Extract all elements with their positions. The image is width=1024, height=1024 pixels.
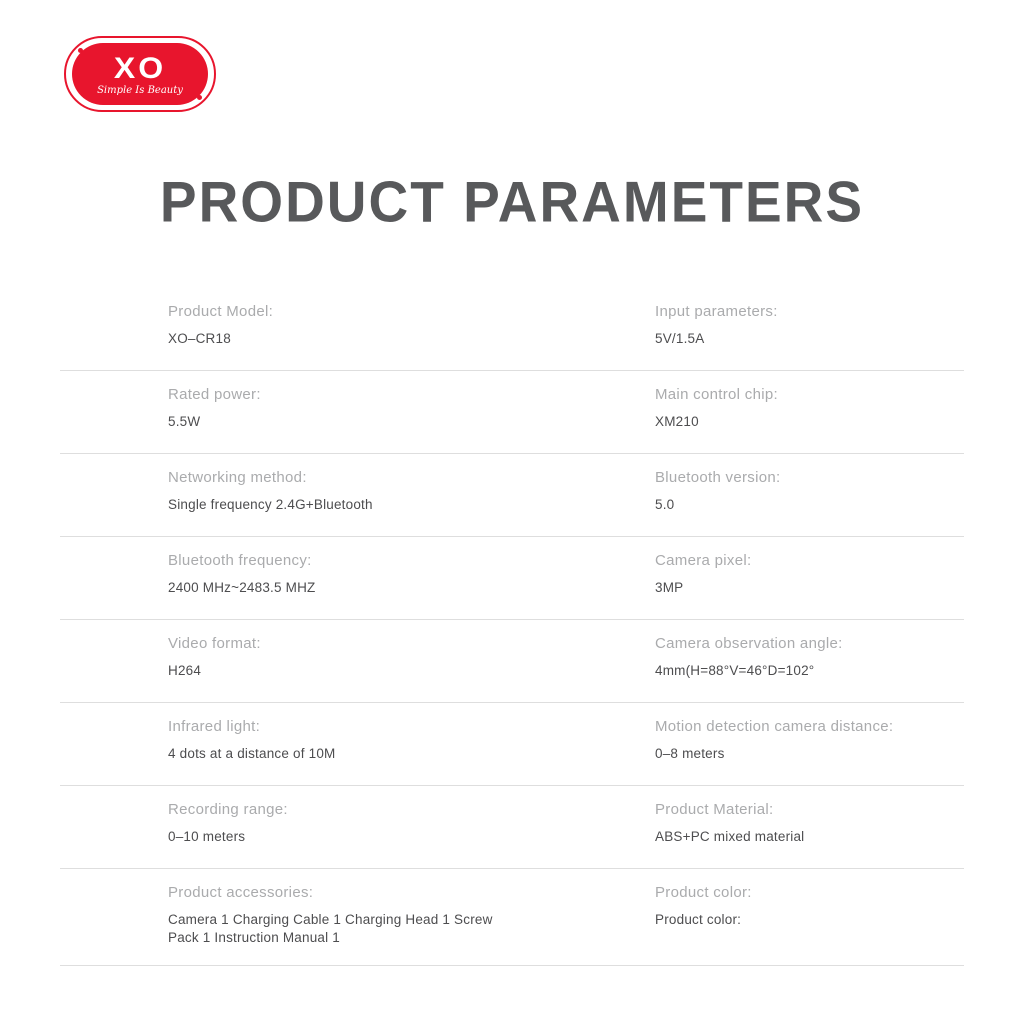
parameter-row [60,288,964,371]
parameter-cell-right [655,552,964,601]
parameter-label: Bluetooth version: [655,469,781,486]
parameter-label: Product color: [655,884,752,901]
parameter-label: Bluetooth frequency: [168,552,312,569]
parameter-value: 4mm(H=88°V=46°D=102° [655,663,815,678]
parameter-label: Product accessories: [168,884,314,901]
parameter-label: Input parameters: [655,303,778,320]
page-title: PRODUCT PARAMETERS [159,169,865,235]
parameter-row [60,537,964,620]
parameter-cell-right [655,801,964,850]
parameter-cell-right [655,635,964,684]
parameter-value: XM210 [655,414,699,429]
parameter-label: Recording range: [168,801,288,818]
parameter-cell-right [655,469,964,518]
parameter-cell-right [655,884,964,947]
logo-tagline-text: Simple Is Beauty [97,85,183,96]
parameter-label: Camera pixel: [655,552,752,569]
parameter-cell-left [60,884,655,947]
logo-brand-text: XO [113,51,167,85]
parameter-value: 3MP [655,580,684,595]
parameter-value: Camera 1 Charging Cable 1 Charging Head 1 Screw Pack 1 Instruction Manual 1 [168,912,493,946]
parameter-cell-left [60,801,655,850]
parameter-cell-left [60,718,655,767]
parameter-label: Main control chip: [655,386,778,403]
parameter-value: 0–10 meters [168,829,246,844]
xo-brand-logo [64,36,216,112]
parameter-value: 2400 MHz~2483.5 MHZ [168,580,316,595]
parameter-label: Product Model: [168,303,274,320]
parameter-value: 4 dots at a distance of 10M [168,746,336,761]
parameter-row [60,454,964,537]
parameter-cell-left [60,469,655,518]
parameter-label: Networking method: [168,469,307,486]
parameter-value: 5.0 [655,497,675,512]
parameter-label: Infrared light: [168,718,261,735]
parameter-cell-right [655,718,964,767]
parameter-cell-left [60,303,655,352]
parameters-table [60,288,964,966]
parameter-label: Product Material: [655,801,774,818]
parameter-row [60,703,964,786]
parameter-row [60,371,964,454]
parameter-value: Single frequency 2.4G+Bluetooth [168,497,373,512]
parameter-label: Video format: [168,635,261,652]
parameter-label: Rated power: [168,386,261,403]
parameter-cell-right [655,303,964,352]
parameter-value: Product color: [655,912,742,927]
parameter-cell-left [60,386,655,435]
parameter-cell-left [60,635,655,684]
logo-corner-dot [197,95,202,100]
parameter-value: 5.5W [168,414,201,429]
parameter-value: XO–CR18 [168,331,231,346]
parameter-cell-right [655,386,964,435]
parameter-value: H264 [168,663,202,678]
logo-pill [72,43,208,105]
parameter-cell-left [60,552,655,601]
parameter-value: ABS+PC mixed material [655,829,805,844]
parameter-value: 5V/1.5A [655,331,705,346]
parameter-row [60,869,964,966]
parameter-row [60,786,964,869]
logo-corner-dot [78,48,83,53]
parameter-label: Motion detection camera distance: [655,718,894,735]
parameter-value: 0–8 meters [655,746,725,761]
parameter-label: Camera observation angle: [655,635,843,652]
parameter-row [60,620,964,703]
